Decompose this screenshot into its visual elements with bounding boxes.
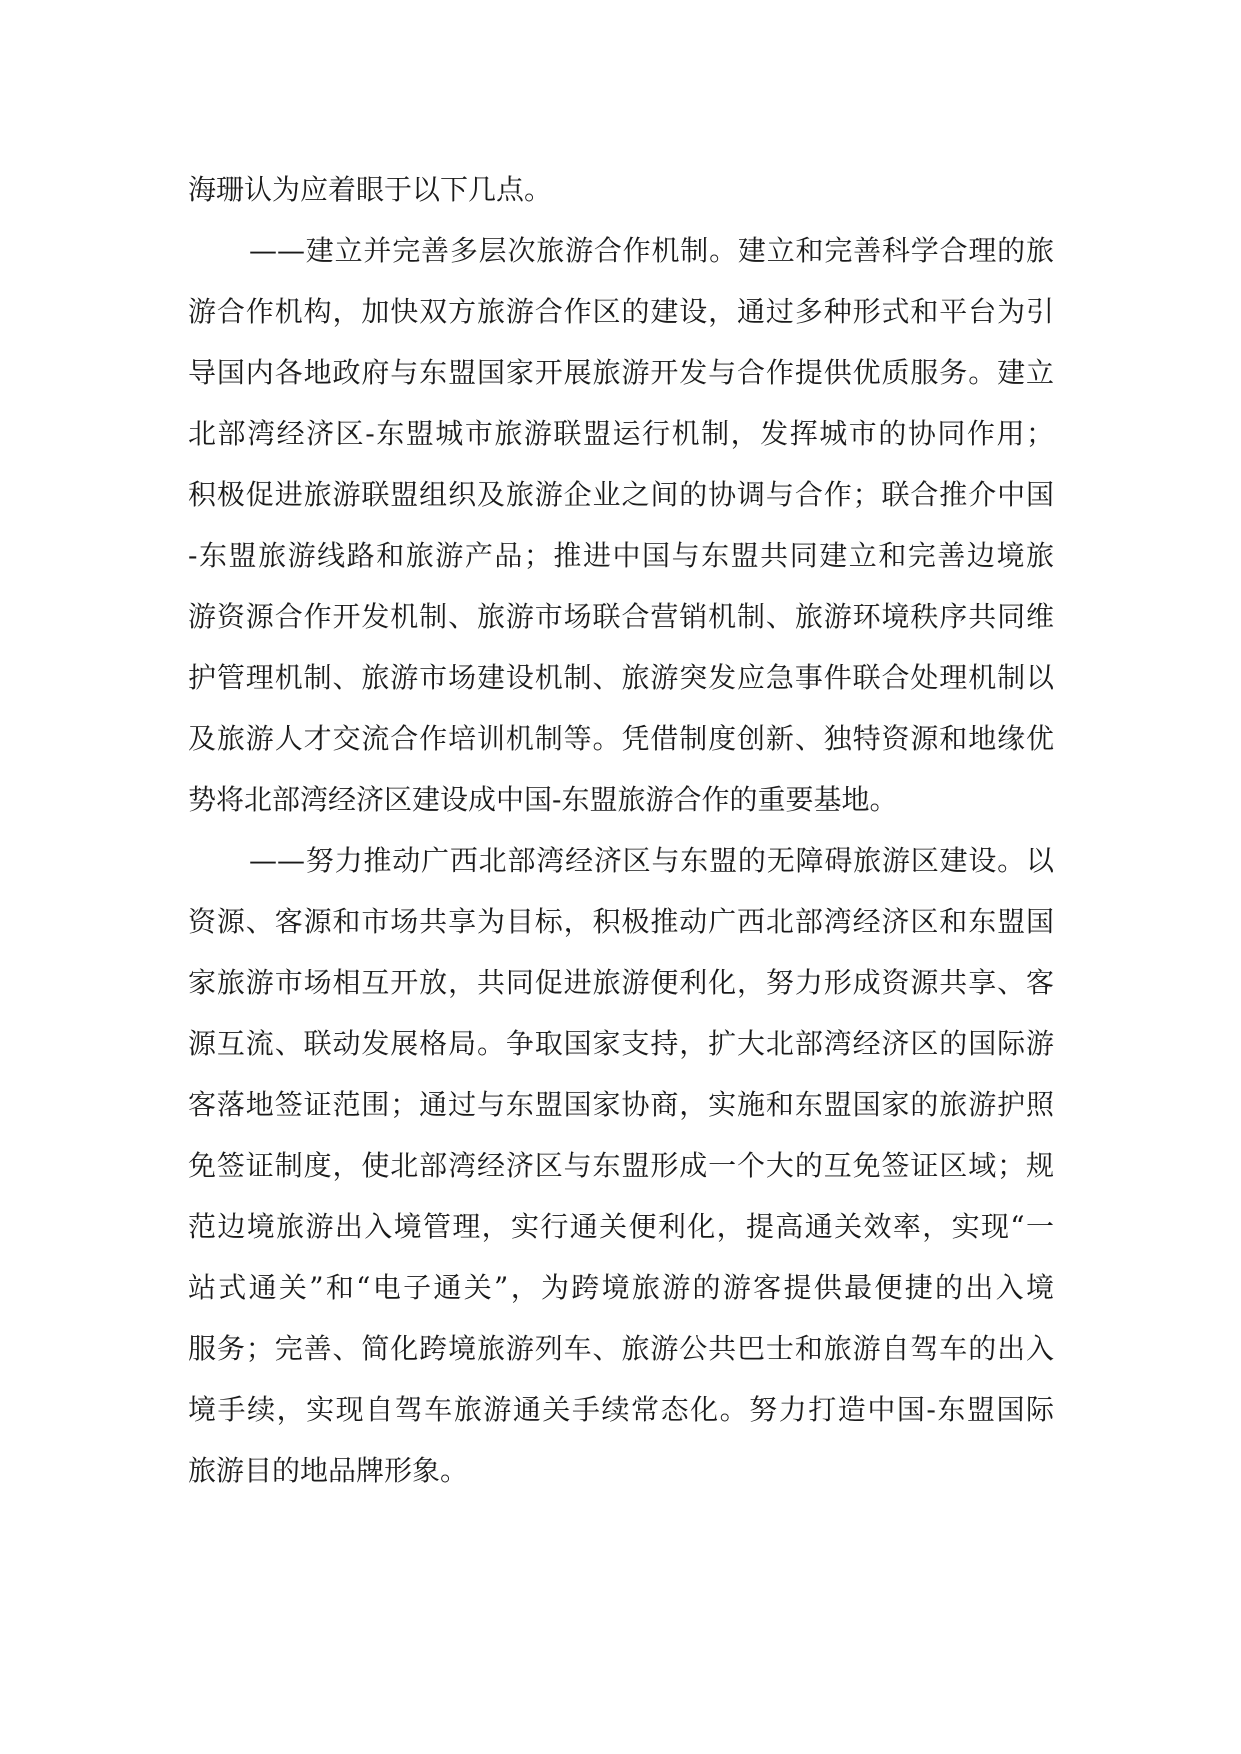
text-line: 旅游目的地品牌形象。 [188,1454,469,1487]
text-line: 及旅游人才交流合作培训机制等。凭借制度创新、独特资源和地缘优 [188,722,1054,755]
text-line: 势将北部湾经济区建设成中国-东盟旅游合作的重要基地。 [188,783,898,816]
text-line: 北部湾经济区-东盟城市旅游联盟运行机制，发挥城市的协同作用； [188,417,1054,450]
text-line: 站式通关”和“电子通关”，为跨境旅游的游客提供最便捷的出入境 [188,1271,1054,1304]
text-line: 境手续，实现自驾车旅游通关手续常态化。努力打造中国-东盟国际 [188,1393,1054,1426]
paragraph-start-line: ——建立并完善多层次旅游合作机制。建立和完善科学合理的旅 [249,234,1054,267]
text-line: 海珊认为应着眼于以下几点。 [188,173,553,206]
text-line: 免签证制度，使北部湾经济区与东盟形成一个大的互免签证区域；规 [188,1149,1054,1182]
text-line: 积极促进旅游联盟组织及旅游企业之间的协调与合作；联合推介中国 [188,478,1054,511]
text-line: 护管理机制、旅游市场建设机制、旅游突发应急事件联合处理机制以 [188,661,1054,694]
text-line: 资源、客源和市场共享为目标，积极推动广西北部湾经济区和东盟国 [188,905,1054,938]
paragraph-start-line: ——努力推动广西北部湾经济区与东盟的无障碍旅游区建设。以 [249,844,1054,877]
body-text [188,159,1054,1501]
text-line: 游资源合作开发机制、旅游市场联合营销机制、旅游环境秩序共同维 [188,600,1054,633]
text-line: 源互流、联动发展格局。争取国家支持，扩大北部湾经济区的国际游 [188,1027,1054,1060]
text-line: -东盟旅游线路和旅游产品；推进中国与东盟共同建立和完善边境旅 [188,539,1054,572]
text-line: 范边境旅游出入境管理，实行通关便利化，提高通关效率，实现“一 [188,1210,1054,1243]
text-line: 游合作机构，加快双方旅游合作区的建设，通过多种形式和平台为引 [188,295,1054,328]
text-line: 服务；完善、简化跨境旅游列车、旅游公共巴士和旅游自驾车的出入 [188,1332,1054,1365]
text-line: 客落地签证范围；通过与东盟国家协商，实施和东盟国家的旅游护照 [188,1088,1054,1121]
text-line: 家旅游市场相互开放，共同促进旅游便利化，努力形成资源共享、客 [188,966,1054,999]
text-line: 导国内各地政府与东盟国家开展旅游开发与合作提供优质服务。建立 [188,356,1054,389]
